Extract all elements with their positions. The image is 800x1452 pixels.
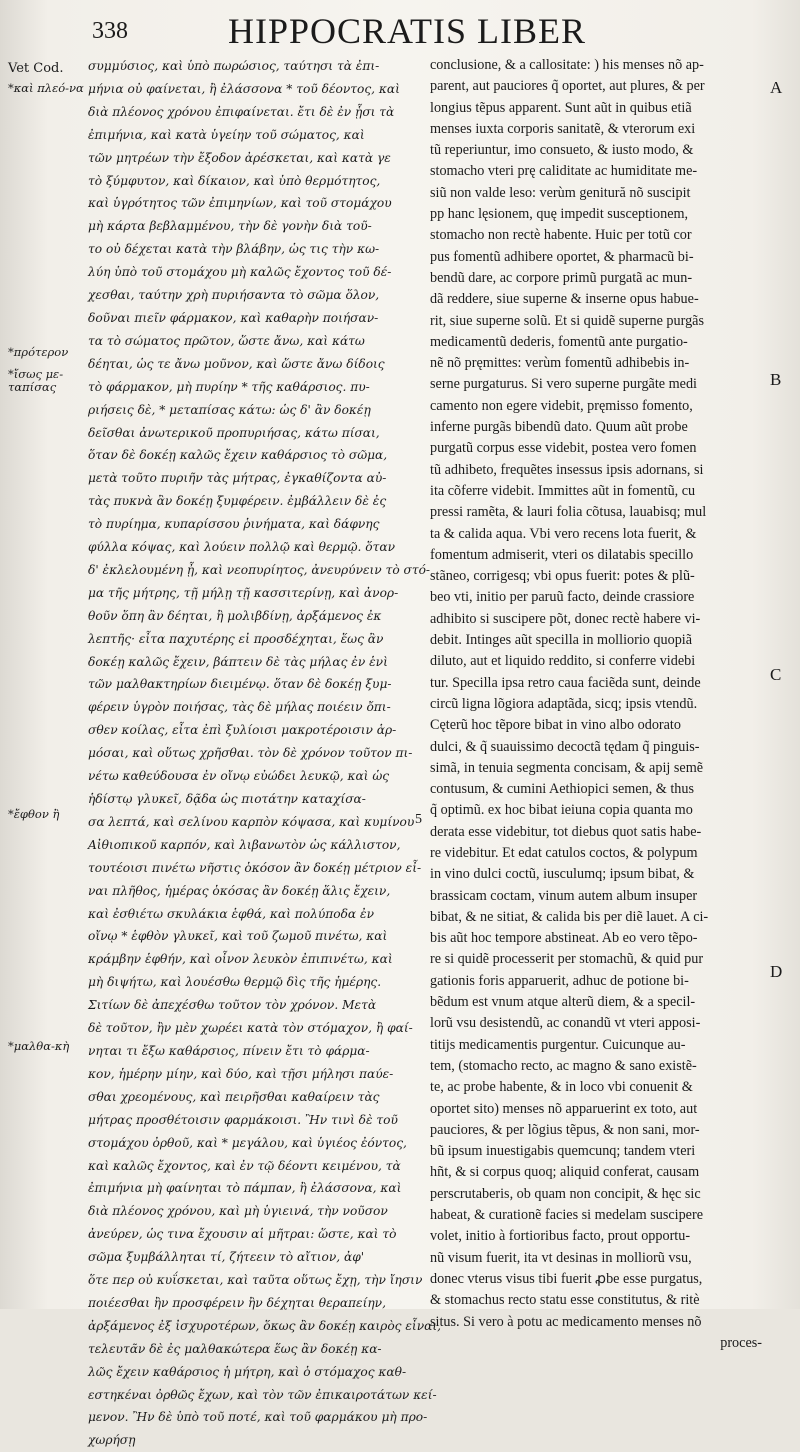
greek-text-line: τὰς πυκνὰ ἂν δοκέῃ ξυμφέρειν. ἐμβάλλειν δὲ ἐς	[88, 494, 387, 509]
greek-text-line: χωρήσῃ	[88, 1433, 136, 1448]
latin-text-line: proces-	[720, 1334, 762, 1351]
latin-text-line: pressi ramẽta, & lauri folia cõtusa, lauabisq; mul	[430, 504, 707, 521]
latin-text-line: derata esse videbitur, tot diebus quot satis habe-	[430, 823, 702, 840]
greek-text-line: μὴ κάρτα βεβλαμμένου, τὴν δὲ γονὴν διὰ τοῦ-	[88, 219, 372, 234]
latin-text-line: menses iuxta corporis sanitatẽ, & vterorum exi	[430, 120, 696, 137]
greek-text-line: λύη ὑπὸ τοῦ στομάχου μὴ καλῶς ἔχοντος τοῦ δέ-	[88, 265, 392, 280]
latin-text-line: ta & calida aqua. Vbi vero recens lota fuerit, &	[430, 525, 697, 542]
greek-text-line: κράμβην ἑφθήν, καὶ οἶνον λευκὸν ἐπιπινέτω, καὶ	[88, 952, 393, 967]
latin-text-line: fomentum admiserit, vteri os dilatabis specillo	[430, 546, 694, 563]
greek-text-line: μενον. Ἢν δὲ ὑπὸ τοῦ ποτέ, καὶ τοῦ φαρμάκου μὴ προ-	[88, 1410, 428, 1425]
latin-text-line: debit. Intinges aũt specilla in molliorio quopiã	[430, 632, 693, 649]
latin-text-line: camento non egere videbit, pręmisso fomento,	[430, 397, 693, 414]
latin-text-line: stãneo, corrigesq; vbi opus fuerit: potes & plũ-	[430, 568, 695, 585]
latin-text-line: dulci, & q̃ suauissimo decoctã tędam q̃ pinguis-	[430, 738, 700, 755]
greek-text-line: ριήσεις δὲ, * μεταπίσας κάτω: ὡς δ' ἂν δοκέῃ	[88, 402, 371, 417]
latin-text-line: conclusione, & a callositate: ) his menses nõ ap-	[430, 57, 704, 73]
margin-note: *ἔφθον ἢ	[8, 807, 60, 821]
latin-text-line: medicamentũ dederis, fomentũ ante purgatio-	[430, 333, 688, 350]
latin-text-line: hñt, & si corpus quoq; aliquid conferat, causam	[430, 1164, 700, 1181]
greek-text-line: ναι πλῆθος, ἡμέρας ὁκόσας ἂν δοκέῃ ἅλις ἔχειν,	[88, 883, 391, 898]
greek-text-line: φύλλα κόψας, καὶ λούειν πολλῷ καὶ θερμῷ. ὅταν	[88, 540, 395, 555]
greek-text-line: ποιέεσθαι ἢν προσφέρειν ἢν δέχηται θεραπείην,	[88, 1295, 386, 1310]
page-number: 338	[92, 18, 128, 44]
greek-text-line: τὸ ξύμφυτον, καὶ δίκαιον, καὶ ὑπὸ θερμότητος,	[88, 173, 381, 188]
greek-text-line: χεσθαι, ταύτην χρὴ πυριήσαντα τὸ σῶμα ὅλον,	[88, 288, 380, 303]
greek-text-line: μὴ διψήτω, καὶ λουέσθω θερμῷ δὶς τῆς ἡμέρης.	[88, 975, 382, 990]
greek-text-line: διὰ πλέονος χρόνου ἐπιφαίνεται. ἔτι δὲ ἐν ᾗσι τὰ	[88, 104, 395, 119]
margin-note: *ἴσως με-ταπίσας	[8, 367, 64, 394]
greek-text-line: τα τὸ σώματος πρῶτον, ὥστε ἄνω, καὶ κάτω	[88, 333, 365, 348]
greek-text-line: φέρειν ὑγρὸν ποιήσας, τὰς δὲ μήλας ποιέειν ὄπι-	[88, 700, 391, 715]
latin-text-line: beo vti, initio per paruũ facto, deinde crassiore	[430, 589, 695, 606]
latin-text-line: longius tẽpus apparent. Sunt aũt in quibus etiã	[430, 99, 692, 116]
latin-text-line: re videbitur. Et edat catulos coctos, & polypum	[430, 844, 698, 861]
latin-text-line: diluto, aut et liquido reddito, si conferre videbi	[430, 653, 696, 670]
greek-text-line: καὶ ὑγρότητος τῶν ἐπιμηνίων, καὶ τοῦ στομάχου	[88, 196, 392, 211]
latin-text-line: in vino dulci coctũ, iusculumq; ipsum bibat, &	[430, 866, 695, 883]
latin-text-line: bibat, & ne sitiat, & calida bis per diẽ lauet. A ci-	[430, 908, 709, 925]
greek-text-line: λεπτῆς· εἶτα παχυτέρης εἰ προσδέχηται, ἕως ἂν	[88, 631, 384, 646]
latin-text-line: dã reddere, siue superne & inserne opus habue-	[430, 291, 699, 308]
greek-text-line: σα λεπτά, καὶ σελίνου καρπὸν κόψασα, καὶ κυμίνου	[88, 814, 415, 829]
greek-text-line: ὅταν δὲ δοκέῃ καλῶς ἔχειν καθάρσιος τὸ σῶμα,	[88, 448, 388, 463]
latin-text-line: & stomachus recto statu esse constitutus, & ritè	[430, 1292, 700, 1309]
latin-text-line: te, ac probe habente, & in loco vbi conuenit &	[430, 1079, 693, 1096]
latin-text-line: rit, siue superne solũ. Et si quidẽ superne purgãs	[430, 312, 704, 329]
greek-text-line: τῶν μητρέων τὴν ἔξοδον ἀρέσκεται, καὶ κατὰ γε	[88, 150, 391, 165]
greek-text-line: δεῖσθαι ἀνωτερικοῦ προπυριήσας, κάτω πίσαι,	[88, 425, 380, 440]
greek-text-line: το οὐ δέχεται κατὰ τὴν βλάβην, ὡς τις τὴν κω-	[88, 242, 380, 257]
section-marker: B	[770, 370, 782, 389]
latin-text-line: volet, initio à fortioribus facto, prout opportu-	[430, 1228, 691, 1245]
latin-text-line: inferne purgãs bibendũ dato. Quum aũt probe	[430, 419, 688, 436]
greek-text-line: τουτέοισι πινέτω νῆστις ὁκόσον ἂν δοκέῃ μέτριον εἶ-	[88, 860, 422, 875]
greek-text-line: σθαι χρεομένους, καὶ πειρῆσθαι καθαίρειν τὰς	[88, 1089, 380, 1104]
greek-text-line: μόσαι, καὶ οὕτως χρῆσθαι. τὸν δὲ χρόνον τοῦτον πι-	[88, 746, 413, 761]
latin-text-line: donec vterus visus tibi fuerit ꝓbe esse purgatus,	[430, 1270, 703, 1287]
latin-text-line: pp hanc lęsionem, quę impedit susceptionem,	[430, 206, 689, 223]
greek-text-line: διὰ πλέονος χρόνου, καὶ μὴ ὑγιεινά, τὴν νοῦσον	[88, 1204, 388, 1219]
latin-text-line: tũ reperiuntur, imo consueto, & iusto modo, &	[430, 142, 694, 159]
latin-text-line: situs. Si vero à potu ac medicamento menses nõ	[430, 1313, 702, 1330]
greek-text-line: θοῦν ὅπη ἂν δέηται, ἢ μολιβδίνῃ, ἀρξάμενος ἐκ	[88, 608, 382, 623]
latin-text-line: Cęterũ hoc tẽpore bibat in vino albo odorato	[430, 717, 681, 734]
greek-text-line: τῶν μαλθακτηρίων διειμένῳ. ὅταν δὲ δοκέῃ ξυμ-	[88, 677, 392, 692]
margin-note: *μαλθα-κὴ	[8, 1039, 70, 1053]
latin-text-line: bẽdum est vnum atque alterũ diem, & a specil-	[430, 994, 696, 1011]
greek-text-line: τὸ πυρίημα, κυπαρίσσου ῥινήματα, καὶ δάφνης	[88, 517, 380, 532]
latin-text-line: habeat, & curationẽ facies si medelam suscipere	[430, 1207, 703, 1224]
latin-text-line: titijs medicamentis purgentur. Cuicunque au-	[430, 1036, 686, 1053]
running-head: HIPPOCRATIS LIBER	[228, 11, 587, 51]
greek-text-line: δέηται, ὡς τε ἄνω μοῦνον, καὶ ὥστε ἄνω δίδοις	[88, 356, 385, 371]
greek-text-line: νέτω καθεύδουσα ἐν οἴνῳ εὐώδει λευκῷ, καὶ ὡς	[88, 769, 390, 784]
latin-text-line: oportet sito) menses nõ apparuerint ex toto, aut	[430, 1100, 698, 1117]
latin-text-line: purgatũ corpus esse videbit, postea vero fomen	[430, 440, 697, 457]
greek-text-line: ὅτε περ οὐ κυΐσκεται, καὶ ταῦτα οὕτως ἔχῃ, τὴν ἴησιν	[88, 1273, 423, 1288]
latin-text-line: stomacho vteri prę caliditate ac humiditate me-	[430, 163, 698, 180]
latin-text-line: serne purgaturus. Si vero superne purgãte medi	[430, 376, 697, 393]
greek-text-line: Αἰθιοπικοῦ καρπόν, καὶ λιβανωτὸν ὡς κάλλιστον,	[88, 837, 401, 852]
greek-text-line: νηται τι ἔξω καθάρσιος, πίνειν ἔτι τὸ φάρμα-	[88, 1043, 370, 1058]
greek-text-line: σθεν κοίλας, εἶτα ἐπὶ ξυλίοισι μακροτέροισιν ἁρ-	[88, 723, 397, 738]
greek-text-line: καὶ ἐσθιέτω σκυλάκια ἑφθά, καὶ πολύποδα ἐν	[88, 906, 374, 921]
latin-text-line: tem, (stomacho recto, ac magno & sano existẽ-	[430, 1057, 697, 1074]
greek-text-line: μήνια οὐ φαίνεται, ἢ ἐλάσσονα * τοῦ δέοντος, καὶ	[88, 81, 400, 96]
greek-text-line: δοῦναι πιεῖν φάρμακον, καὶ καθαρὴν ποιήσαν-	[88, 310, 379, 325]
latin-text-line: simã, in tenuia segmenta concisam, & apij semẽ	[430, 759, 704, 776]
latin-column	[430, 55, 762, 1354]
greek-text-line: Σιτίων δὲ ἀπεχέσθω τοῦτον τὸν χρόνον. Μετὰ	[88, 998, 377, 1013]
section-marker: D	[770, 962, 783, 981]
greek-text-line: καὶ καλῶς ἔχοντος, καὶ ἐν τῷ δέοντι κειμένου, τὰ	[88, 1158, 401, 1173]
greek-text-line: δοκέῃ καλῶς ἔχειν, βάπτειν δὲ τὰς μήλας ἐν ἑνὶ	[88, 654, 388, 669]
latin-text-line: adhibito si suscipere põt, donec rectè habere vi-	[430, 610, 701, 627]
greek-text-line: ἐπιμήνια μὴ φαίνηται τὸ πάμπαν, ἢ ἐλάσσονα, καὶ	[88, 1181, 402, 1196]
greek-text-line: οἴνῳ * ἑφθὸν γλυκεῖ, καὶ τοῦ ζωμοῦ πινέτω, καὶ	[88, 929, 388, 944]
latin-text-line: perscrutaberis, ob quam non concipit, & hęc sic	[430, 1185, 701, 1202]
greek-text-line: μα τῆς μήτρης, τῇ μήλῃ τῇ κασσιτερίνῃ, καὶ ἀνορ-	[88, 585, 399, 600]
latin-text-line: nẽ nõ pręmittes: verùm fomentũ adhibebis in-	[430, 355, 690, 372]
margin-note: *καὶ πλεό-να	[8, 81, 84, 95]
greek-text-line: τὸ φάρμακον, μὴ πυρίην * τῆς καθάρσιος. πυ-	[88, 379, 370, 394]
latin-text-line: bendũ dare, ac corpore primũ purgatã ac mun-	[430, 269, 693, 286]
latin-text-line: brassicam coctam, vinum autem album insuper	[430, 887, 698, 904]
margin-note: *πρότερον	[8, 345, 69, 359]
latin-text-line: siũ non valde leso: verùm genitură nõ suscipit	[430, 184, 691, 201]
latin-text-line: nũ visum fuerit, ita vt desinas in molliorũ vsu,	[430, 1249, 692, 1266]
latin-text-line: gationis foris apparuerit, adhuc de potione bi-	[430, 972, 689, 989]
latin-text-line: bis aũt hoc tempore abstineat. Ab eo vero tẽpo-	[430, 930, 698, 947]
latin-text-line: parent, aut pauciores q̃ oportet, aut plures, & per	[430, 78, 705, 95]
greek-text-line: στομάχου ὀρθοῦ, καὶ * μεγάλου, καὶ ὑγιέος ἐόντος,	[88, 1135, 407, 1150]
section-marker: A	[770, 78, 783, 97]
latin-text-line: tur. Specilla ipsa retro caua faciẽda sunt, deinde	[430, 674, 701, 691]
greek-text-line: ἀρξάμενος ἐξ ἰσχυροτέρων, ὅκως ἂν δοκέῃ καιρὸς εἶναι,	[88, 1318, 441, 1333]
greek-column	[88, 55, 441, 1452]
greek-text-line: σῶμα ξυμβάλληται τί, ζήτεειν τὸ αἴτιον, ἀφ'	[88, 1250, 365, 1265]
latin-text-line: contusum, & cumini Aethiopici semen, & thus	[430, 781, 695, 798]
latin-text-line: re si quidẽ processerit per stomachũ, & quid pur	[430, 951, 704, 968]
greek-text-line: μήτρας προσθέτοισιν φαρμάκοισι. Ἢν τινὶ δὲ τοῦ	[88, 1112, 398, 1127]
latin-text-line: circũ ligna lõgiora adaptãda, sicq; ipsis vtendũ.	[430, 695, 698, 712]
greek-text-line: τελευτᾶν δὲ ἐς μαλθακώτερα ἕως ἂν δοκέῃ κα-	[88, 1341, 382, 1356]
latin-text-line: bũ ipsum inuestigabis quemcunq; tandem vteri	[430, 1143, 696, 1160]
greek-text-line: δὲ τοῦτον, ἢν μὲν χωρέει κατὰ τὸν στόμαχον, ἢ φαί-	[88, 1021, 413, 1036]
latin-text-line: pus fomentũ adhibere oportet, & pharmacũ bi-	[430, 248, 694, 265]
latin-text-line: q̃ optimũ. ex hoc bibat ieiuna copia quanta mo	[430, 802, 693, 819]
margin-note: Vet Cod.	[8, 61, 64, 76]
latin-text-line: lorũ vsu desistendũ, ac conandũ vt vteri apposi-	[430, 1015, 701, 1032]
line-number-marker: 5	[415, 812, 422, 827]
greek-text-line: κον, ἡμέρην μίην, καὶ δύο, καὶ τῇσι μήλησι παύε-	[88, 1066, 394, 1081]
greek-text-line: εστηκέναι ὀρθῶς ἔχων, καὶ τὸν τῶν ἐπικαιροτάτων κεί-	[88, 1387, 437, 1402]
greek-text-line: ἐπιμήνια, καὶ κατὰ ὑγείην τοῦ σώματος, καὶ	[88, 127, 365, 142]
greek-text-line: ἀνεύρεν, ὡς τινα ἔχουσιν αἱ μῆτραι: ὥστε, καὶ τὸ	[88, 1227, 397, 1242]
greek-text-line: συμμύσιος, καὶ ὑπὸ πωρώσιος, ταύτησι τὰ ἐπι-	[88, 59, 380, 73]
latin-text-line: ita cõferre videbit. Immittes aũt in fomentũ, cu	[430, 482, 696, 499]
latin-text-line: stomacho non rectè habente. Huic per totũ cor	[430, 227, 692, 244]
greek-text-line: δ' ἐκλελουμένη ᾖ, καὶ νεοπυρίητος, ἀνευρύνειν τὸ στό-	[88, 562, 431, 577]
latin-text-line: tũ adhibeto, frequẽtes insessus ipsis adornans, si	[430, 461, 704, 478]
greek-text-line: ἡδίστῳ γλυκεῖ, δᾷδα ὡς πιοτάτην καταχίσα-	[88, 792, 366, 806]
section-marker: C	[770, 665, 782, 684]
greek-text-line: λῶς ἔχειν καθάρσιος ἡ μήτρη, καὶ ὁ στόμαχος καθ-	[88, 1364, 407, 1379]
greek-text-line: μετὰ τοῦτο πυριῆν τὰς μήτρας, ἐγκαθίζοντα αὐ-	[88, 471, 387, 486]
latin-text-line: pauciores, & per lõgius tẽpus, & non sani, mor-	[430, 1121, 700, 1138]
